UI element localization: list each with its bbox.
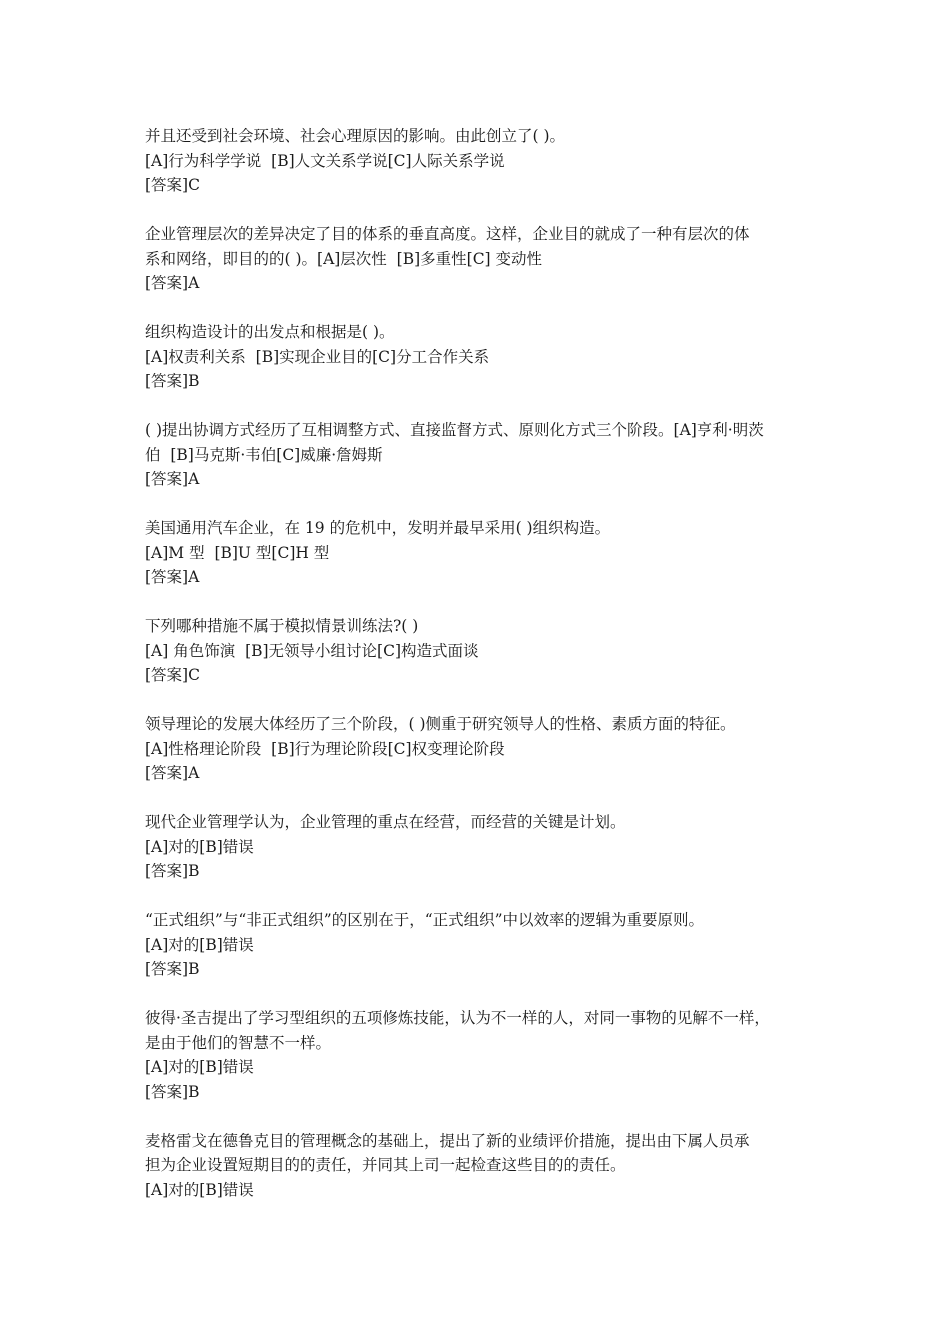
question-block bbox=[145, 124, 817, 198]
options-text: [A]行为科学学说 [B]人文关系学说[C]人际关系学说 bbox=[145, 151, 505, 170]
answer-text: [答案]B bbox=[145, 1082, 200, 1101]
answer-text: [答案]B bbox=[145, 862, 200, 880]
options-text: [A]对的[B]错误 bbox=[145, 935, 254, 954]
options-text: [A]权责利关系 [B]实现企业目的[C]分工合作关系 bbox=[145, 347, 490, 366]
answer-text: [答案]A bbox=[145, 568, 200, 586]
answer-text: [答案]C bbox=[145, 176, 200, 194]
question-block bbox=[145, 810, 817, 884]
question-block bbox=[145, 1006, 817, 1104]
question-text: 组织构造设计的出发点和根据是( )。 bbox=[145, 323, 395, 341]
options-text: [A] 角色饰演 [B]无领导小组讨论[C]构造式面谈 bbox=[145, 641, 479, 660]
question-block bbox=[145, 418, 817, 492]
question-text: 现代企业管理学认为，企业管理的重点在经营，而经营的关键是计划。 bbox=[145, 813, 626, 831]
question-text: 系和网络，即目的的( )。[A]层次性 [B]多重性[C] 变动性 bbox=[145, 249, 543, 268]
question-text: ( )提出协调方式经历了互相调整方式、直接监督方式、原则化方式三个阶段。[A]亨利·明茨 bbox=[145, 421, 764, 439]
options-text: [A]对的[B]错误 bbox=[145, 1180, 254, 1199]
question-text: 下列哪种措施不属于模拟情景训练法?( ) bbox=[145, 617, 419, 635]
question-text: “正式组织”与“非正式组织”的区别在于，“正式组织”中以效率的逻辑为重要原则。 bbox=[145, 911, 705, 929]
options-text: [A]对的[B]错误 bbox=[145, 1058, 254, 1076]
question-block bbox=[145, 614, 817, 688]
question-text: 是由于他们的智慧不一样。 bbox=[145, 1033, 332, 1052]
options-text: [A]M 型 [B]U 型[C]H 型 bbox=[145, 543, 330, 562]
question-text: 领导理论的发展大体经历了三个阶段，( )侧重于研究领导人的性格、素质方面的特征。 bbox=[145, 715, 736, 733]
question-block bbox=[145, 908, 817, 982]
question-text: 麦格雷戈在德鲁克目的管理概念的基础上，提出了新的业绩评价措施，提出由下属人员承 bbox=[145, 1131, 750, 1150]
answer-text: [答案]B bbox=[145, 960, 200, 978]
question-text: 并且还受到社会环境、社会心理原因的影响。由此创立了( )。 bbox=[145, 127, 566, 145]
question-text: 美国通用汽车企业，在 19 的危机中，发明并最早采用( )组织构造。 bbox=[145, 519, 611, 537]
question-text: 担为企业设置短期目的的责任，并同其上司一起检查这些目的的责任。 bbox=[145, 1156, 626, 1174]
answer-text: [答案]A bbox=[145, 470, 200, 488]
answer-text: [答案]C bbox=[145, 666, 200, 684]
question-block bbox=[145, 320, 817, 394]
question-block bbox=[145, 712, 817, 786]
question-block bbox=[145, 1129, 817, 1203]
question-text: 彼得·圣吉提出了学习型组织的五项修炼技能，认为不一样的人，对同一事物的见解不一样， bbox=[145, 1009, 770, 1027]
document-content bbox=[145, 124, 817, 1227]
question-block bbox=[145, 516, 817, 590]
options-text: [A]对的[B]错误 bbox=[145, 837, 254, 856]
question-block bbox=[145, 222, 817, 296]
answer-text: [答案]A bbox=[145, 764, 200, 782]
question-text: 企业管理层次的差异决定了目的体系的垂直高度。这样，企业目的就成了一种有层次的体 bbox=[145, 225, 750, 243]
question-text: 伯 [B]马克斯·韦伯[C]威廉·詹姆斯 bbox=[145, 445, 383, 464]
answer-text: [答案]A bbox=[145, 274, 200, 292]
options-text: [A]性格理论阶段 [B]行为理论阶段[C]权变理论阶段 bbox=[145, 739, 505, 758]
answer-text: [答案]B bbox=[145, 372, 200, 390]
